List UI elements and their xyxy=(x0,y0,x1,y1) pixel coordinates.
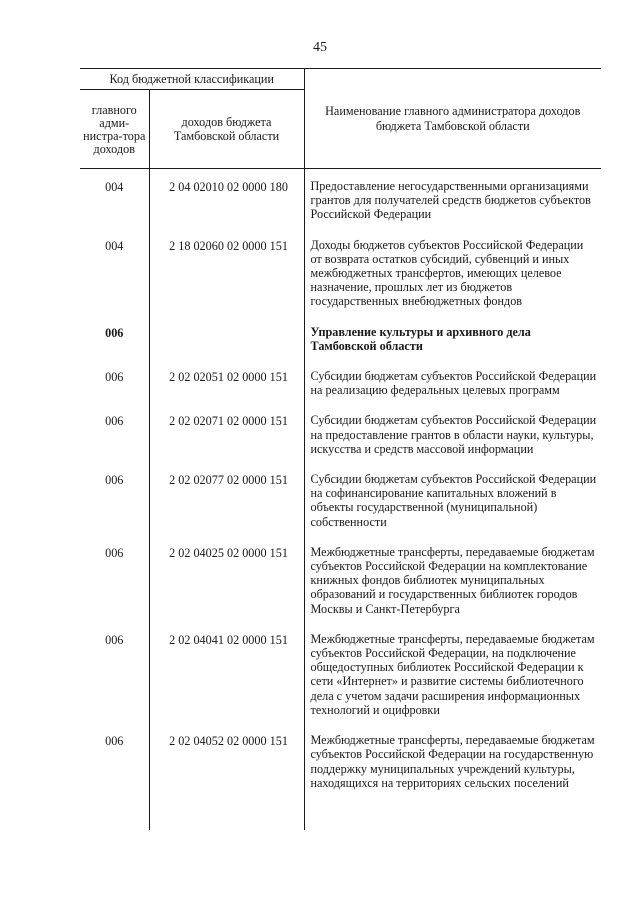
page-number: 45 xyxy=(313,40,327,55)
table-row xyxy=(80,472,601,545)
table-row-section-heading xyxy=(80,325,601,369)
table-row xyxy=(80,733,601,830)
cell-name: Доходы бюджетов субъектов Российской Федерации от возврата остатков субсидий, субвенций и иных межбюджетных трансфертов, имеющих целевое назначение, прошлых лет из бюджетов государственных внебюджетных фондов xyxy=(310,237,584,309)
table-spacer xyxy=(80,169,601,180)
cell-admin-code: 006 xyxy=(80,632,149,733)
cell-admin-code: 004 xyxy=(80,179,149,238)
cell-revenue-code: 2 02 02071 02 0000 151 xyxy=(149,413,304,472)
table-row xyxy=(80,369,601,413)
cell-revenue-code: 2 02 02051 02 0000 151 xyxy=(149,369,304,413)
cell-revenue-code: 2 18 02060 02 0000 151 xyxy=(149,238,304,325)
cell-admin-code: 006 xyxy=(80,325,149,369)
cell-admin-code: 006 xyxy=(80,545,149,632)
table-row xyxy=(80,179,601,238)
cell-name: Предоставление негосударственными организациями грантов для получателей средств бюджетов субъектов Российской Федерации xyxy=(310,179,591,222)
cell-revenue-code: 2 02 04052 02 0000 151 xyxy=(149,733,304,830)
cell-admin-code: 006 xyxy=(80,472,149,545)
cell-name: Управление культуры и архивного дела Тамбовской области xyxy=(310,324,531,353)
cell-admin-code: 006 xyxy=(80,733,149,830)
cell-revenue-code: 2 04 02010 02 0000 180 xyxy=(149,179,304,238)
cell-name: Межбюджетные трансферты, передаваемые бюджетам субъектов Российской Федерации на комплектование книжных фондов библиотек муниципальных образований и государственных библиотек городов Москвы и Санкт-Петербурга xyxy=(310,544,595,616)
header-main-administrator: главного адми-нистра-тора доходов xyxy=(80,90,149,169)
cell-name: Субсидии бюджетам субъектов Российской Федерации на софинансирование капитальных вложений в объекты государственной (муниципальной) собственности xyxy=(310,472,597,529)
cell-revenue-code xyxy=(149,325,304,369)
header-classification-code: Код бюджетной классификации xyxy=(80,69,304,90)
cell-admin-code: 006 xyxy=(80,413,149,472)
table-row xyxy=(80,632,601,733)
budget-classification-table xyxy=(80,68,601,830)
cell-revenue-code: 2 02 04025 02 0000 151 xyxy=(149,545,304,632)
cell-revenue-code: 2 02 04041 02 0000 151 xyxy=(149,632,304,733)
table-row xyxy=(80,545,601,632)
header-administrator-name: Наименование главного администратора доходов бюджета Тамбовской области xyxy=(304,69,601,169)
cell-name: Субсидии бюджетам субъектов Российской Федерации на предоставление грантов в области науки, культуры, искусства и средств массовой информации xyxy=(310,413,597,456)
header-revenue-code: доходов бюджета Тамбовской области xyxy=(149,90,304,169)
cell-admin-code: 004 xyxy=(80,238,149,325)
cell-revenue-code: 2 02 02077 02 0000 151 xyxy=(149,472,304,545)
table-header xyxy=(80,69,601,169)
table-row xyxy=(80,413,601,472)
cell-name: Субсидии бюджетам субъектов Российской Федерации на реализацию федеральных целевых программ xyxy=(310,369,597,398)
cell-name: Межбюджетные трансферты, передаваемые бюджетам субъектов Российской Федерации на государственную поддержку муниципальных учреждений культуры, находящихся на территориях сельских поселений xyxy=(310,733,595,790)
table-row xyxy=(80,238,601,325)
cell-admin-code: 006 xyxy=(80,369,149,413)
cell-name: Межбюджетные трансферты, передаваемые бюджетам субъектов Российской Федерации, на подключение общедоступных библиотек Российской Федерации к сети «Интернет» и развитие системы библиотечного дела с учетом задачи расширения информационных технологий и оцифровки xyxy=(310,631,595,717)
